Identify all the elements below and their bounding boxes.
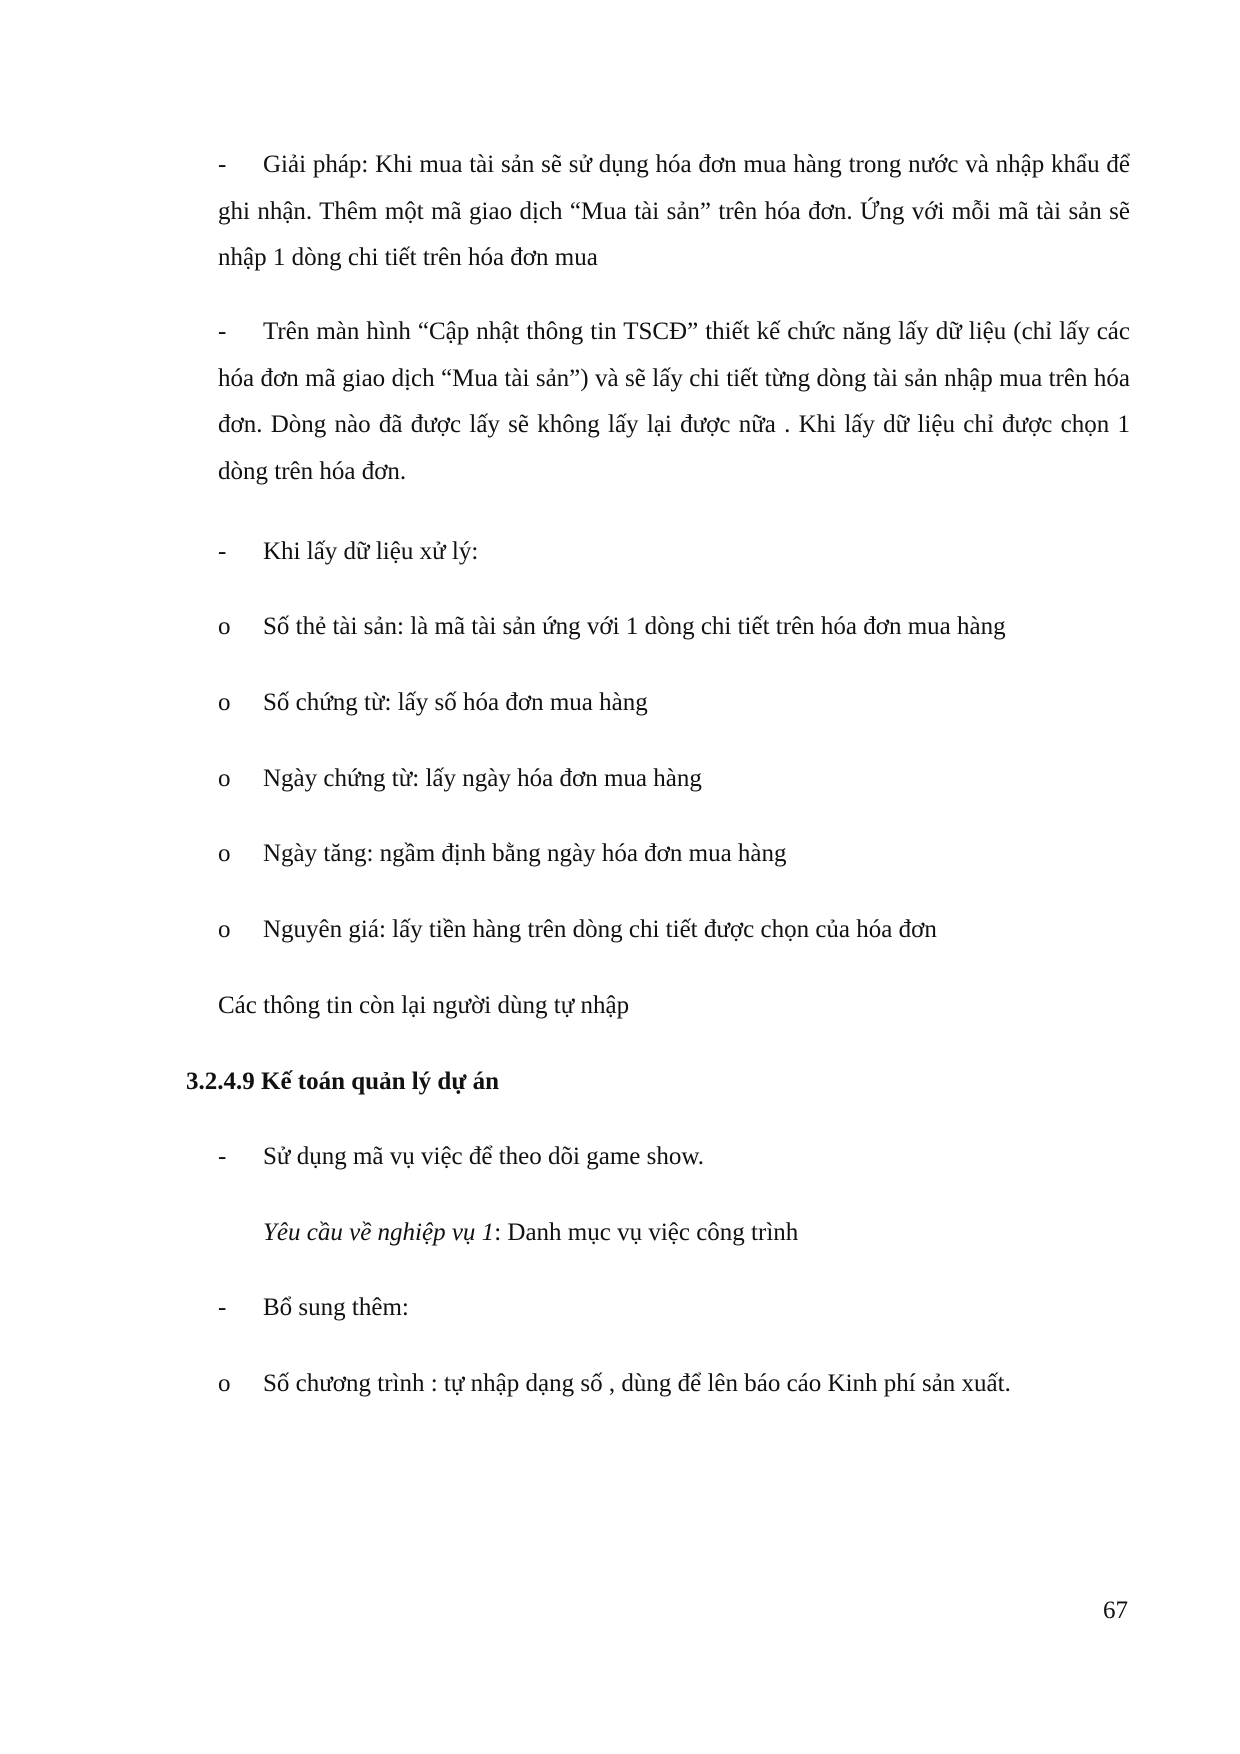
list-item — [218, 907, 1138, 953]
paragraph-screen-update — [218, 309, 1130, 495]
bullet-marker: o — [218, 689, 231, 716]
list-item — [218, 604, 1138, 650]
requirement-label: Yêu cầu về nghiệp vụ 1 — [263, 1219, 495, 1246]
dash-marker: - — [218, 151, 227, 178]
list-item-text: Số chứng từ: lấy số hóa đơn mua hàng — [263, 689, 648, 716]
paragraph-text: Khi lấy dữ liệu xử lý: — [263, 538, 479, 565]
page-number: 67 — [1103, 1597, 1128, 1624]
paragraph-solution — [218, 142, 1130, 282]
list-item — [218, 1361, 1138, 1407]
list-item — [218, 831, 1138, 877]
list-item — [218, 680, 1138, 726]
paragraph-text: Trên màn hình “Cập nhật thông tin TSCĐ” thiết kế chức năng lấy dữ liệu (chỉ lấy các hóa đơn mã giao dịch “Mua tài sản”) và sẽ lấy chi tiết từng dòng tài sản nhập mua trên hóa đơn. Dòng nào đã được lấy sẽ không lấy lại được nữa . Khi lấy dữ liệu chỉ được chọn 1 dòng trên hóa đơn. — [218, 318, 1130, 485]
list-item-text: Sử dụng mã vụ việc để theo dõi game show. — [263, 1143, 705, 1170]
dash-marker: - — [218, 318, 227, 345]
list-item-text: Số chương trình : tự nhập dạng số , dùng để lên báo cáo Kinh phí sản xuất. — [263, 1370, 1011, 1397]
paragraph-text: Giải pháp: Khi mua tài sản sẽ sử dụng hóa đơn mua hàng trong nước và nhập khẩu để ghi nhận. Thêm một mã giao dịch “Mua tài sản” trên hóa đơn. Ứng với mỗi mã tài sản sẽ nhập 1 dòng chi tiết trên hóa đơn mua — [218, 151, 1130, 271]
list-item — [218, 756, 1138, 802]
requirement-text: : Danh mục vụ việc công trình — [494, 1219, 799, 1246]
bullet-marker: o — [218, 765, 231, 792]
list-item — [218, 1134, 1138, 1180]
list-item-text: Ngày chứng từ: lấy ngày hóa đơn mua hàng — [263, 765, 702, 792]
bullet-marker: o — [218, 916, 231, 943]
paragraph-data-processing — [218, 529, 1138, 575]
dash-marker: - — [218, 1143, 227, 1170]
bullet-marker: o — [218, 1370, 231, 1397]
list-item-text: Số thẻ tài sản: là mã tài sản ứng với 1 dòng chi tiết trên hóa đơn mua hàng — [263, 613, 1006, 640]
list-item-text: Bổ sung thêm: — [263, 1294, 409, 1321]
bullet-marker: o — [218, 613, 231, 640]
dash-marker: - — [218, 538, 227, 565]
remaining-info-note: Các thông tin còn lại người dùng tự nhập — [218, 992, 630, 1019]
list-item — [218, 1285, 1138, 1331]
section-heading: 3.2.4.9 Kế toán quản lý dự án — [186, 1068, 499, 1095]
dash-marker: - — [218, 1294, 227, 1321]
list-item-text: Nguyên giá: lấy tiền hàng trên dòng chi tiết được chọn của hóa đơn — [263, 916, 937, 943]
requirement-line — [263, 1210, 1183, 1256]
bullet-marker: o — [218, 840, 231, 867]
list-item-text: Ngày tăng: ngầm định bằng ngày hóa đơn mua hàng — [263, 840, 787, 867]
